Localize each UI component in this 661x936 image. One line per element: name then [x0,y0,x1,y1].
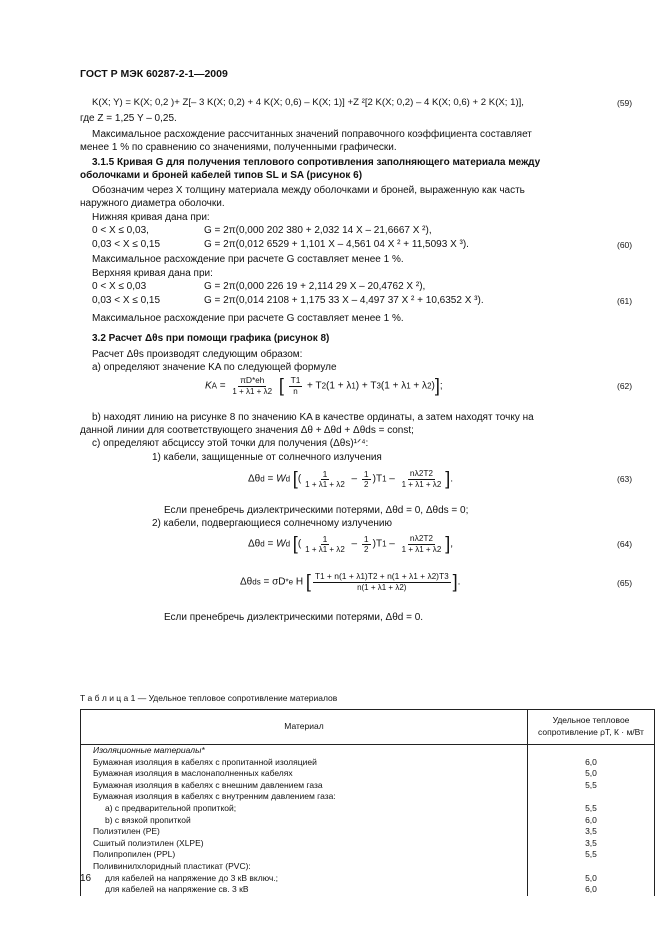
table-cell-value: 6,0 [528,757,655,769]
equation-number-63: (63) [617,474,633,484]
upper-curve-label: Верхняя кривая дана при: [92,268,213,279]
table-row [81,815,655,827]
upper-range-1: 0 < X ≤ 0,03 [92,281,147,292]
table-row [81,861,655,873]
formula-62: KA = $\frac{\pi D*eh}{1 + \lambda 1 + \lambda 2}$ [ $\frac{T1}{n}$ + T2(1 + λ1) + T3(1 + λ1 + λ2)]; [205,375,443,396]
table-cell-value [528,791,655,803]
table-cell-value: 5,5 [528,849,655,861]
section-3-2-title: 3.2 Расчет Δθs при помощи графика (рисунок 8) [92,333,330,344]
table-cell-value: 5,5 [528,780,655,792]
table-cell-value: 6,0 [528,884,655,896]
table-cell-value [528,745,655,757]
lower-range-2: 0,03 < X ≤ 0,15 [92,239,161,250]
table-row [81,849,655,861]
table-cell-value: 3,5 [528,838,655,850]
page-number: 16 [80,873,92,884]
table-cell-material: Поливинилхлоридный пластикат (PVC): [81,861,528,873]
table-cell-material: Сшитый полиэтилен (XLPE) [81,838,528,850]
max-deviation-para-line1: Максимальное расхождение рассчитанных значений поправочного коэффициента составляет [92,129,532,140]
table-cell-material: Изоляционные материалы* [81,745,528,757]
upper-range-2: 0,03 < X ≤ 0,15 [92,295,161,306]
upper-deviation: Максимальное расхождение при расчете G составляет менее 1 %. [92,313,404,324]
page-header-title: ГОСТ Р МЭК 60287-2-1—2009 [80,68,228,80]
formula-65: Δθds = σD*e H [ $\frac{T1 + n(1 + \lambda 1)T2 + n(1 + \lambda 1 + \lambda 2)T3}{n(1 + \lambda 1 + \lambda 2)}$ ]. [240,571,461,592]
table-cell-material: Бумажная изоляция в маслонаполненных кабелях [81,768,528,780]
dielectric-note-1: Если пренебречь диэлектрическими потерями, Δθd = 0, Δθds = 0; [164,505,469,516]
table-header-resistivity [528,710,655,745]
table-cell-material: b) с вязкой пропиткой [81,815,528,827]
table-row [81,757,655,769]
table-cell-material: Бумажная изоляция в кабелях с внутренним давлением газа: [81,791,528,803]
case-2-text: 2) кабели, подвергающиеся солнечному излучению [152,518,392,529]
equation-number-65: (65) [617,578,633,588]
table-cell-material: Бумажная изоляция в кабелях с внешним давлением газа [81,780,528,792]
lower-range-1: 0 < X ≤ 0,03, [92,225,149,236]
table-row [81,838,655,850]
section-3-1-5-title-line2: оболочками и броней кабелей типов SL и SA (рисунок 6) [80,170,363,181]
table-row [81,791,655,803]
equation-number-59: (59) [617,98,633,108]
table-row [81,768,655,780]
table-cell-material: Полиэтилен (PE) [81,826,528,838]
thickness-para-line1: Обозначим через X толщину материала между оболочками и броней, выраженную как часть [92,185,525,196]
table-cell-value: 3,5 [528,826,655,838]
where-z-line: где Z = 1,25 Y – 0,25. [80,113,177,124]
upper-formula-2: G = 2π(0,014 2108 + 1,175 33 X – 4,497 37 X ² + 10,6352 X ³). [204,295,484,306]
formula-64: Δθd = Wd [( $\frac{1}{1 + \lambda 1 + \lambda 2}$ – $\frac{1}{2}$ )T1 – $\frac{n\lambda 2T2}{1 + \lambda 1 + \lambda 2}$ ], [248,533,454,554]
section-3-2-intro: Расчет Δθs производят следующим образом: [92,349,303,360]
table-cell-material: Бумажная изоляция в кабелях с пропитанной изоляцией [81,757,528,769]
step-b-text-line1: b) находят линию на рисунке 8 по значению KA в качестве ординаты, а затем находят точку на [92,412,534,423]
step-b-text-line2: данной линии для соответствующего значения Δθ + Δθd + Δθds = const; [80,425,414,436]
step-a-text: а) определяют значение KA по следующей формуле [92,362,337,373]
table-cell-value: 5,0 [528,873,655,885]
table-cell-value: 5,0 [528,768,655,780]
table-cell-material: Полипропилен (PPL) [81,849,528,861]
dielectric-note-2: Если пренебречь диэлектрическими потерями, Δθd = 0. [164,612,424,623]
table-header-resistivity-line1: Удельное тепловое [552,715,630,726]
equation-59: K(X; Y) = K(X; 0,2 )+ Z[– 3 K(X; 0,2) + 4 K(X; 0,6) – K(X; 1)] +Z ²[2 K(X; 0,2) – 4 K(X; 0,6) + 2 K(X; 1)], [92,97,524,108]
table-row [81,884,655,896]
equation-number-60: (60) [617,240,633,250]
table-cell-value: 5,5 [528,803,655,815]
equation-number-61: (61) [617,296,633,306]
lower-deviation: Максимальное расхождение при расчете G составляет менее 1 %. [92,254,404,265]
table-1 [80,709,655,896]
lower-formula-2: G = 2π(0,012 6529 + 1,101 X – 4,561 04 X ² + 11,5093 X ³). [204,239,469,250]
case-1-text: 1) кабели, защищенные от солнечного излучения [152,452,382,463]
table-cell-material: для кабелей на напряжение до 3 кВ включ.; [81,873,528,885]
table-cell-material: для кабелей на напряжение св. 3 кВ [81,884,528,896]
lower-curve-label: Нижняя кривая дана при: [92,212,210,223]
table-row [81,780,655,792]
table-cell-material: а) с предварительной пропиткой; [81,803,528,815]
upper-formula-1: G = 2π(0,000 226 19 + 2,114 29 X – 20,4762 X ²), [204,281,426,292]
section-3-1-5-title-line1: 3.1.5 Кривая G для получения теплового сопротивления заполняющего материала между [92,157,541,168]
table-row [81,826,655,838]
table-row [81,803,655,815]
max-deviation-para-line2: менее 1 % по сравнению со значениями, полученными графически. [80,142,397,153]
equation-number-64: (64) [617,539,633,549]
table-header-material: Материал [81,710,528,745]
table-row [81,745,655,757]
formula-63: Δθd = Wd [( $\frac{1}{1 + \lambda 1 + \lambda 2}$ – $\frac{1}{2}$ )T1 – $\frac{n\lambda 2T2}{1 + \lambda 1 + \lambda 2}$ ]. [248,468,454,489]
table-header-resistivity-line2: сопротивление ρT, К · м/Вт [538,727,644,737]
lower-formula-1: G = 2π(0,000 202 380 + 2,032 14 X – 21,6667 X ²), [204,225,432,236]
table-1-body [81,745,655,896]
thickness-para-line2: наружного диаметра оболочки. [80,198,225,209]
table-row [81,873,655,885]
table-cell-value: 6,0 [528,815,655,827]
step-c-text: c) определяют абсциссу этой точки для получения (Δθs)¹ᐟ⁴: [92,438,369,449]
table-1-caption: Т а б л и ц а 1 — Удельное тепловое сопротивление материалов [80,693,338,703]
table-cell-value [528,861,655,873]
equation-number-62: (62) [617,381,633,391]
